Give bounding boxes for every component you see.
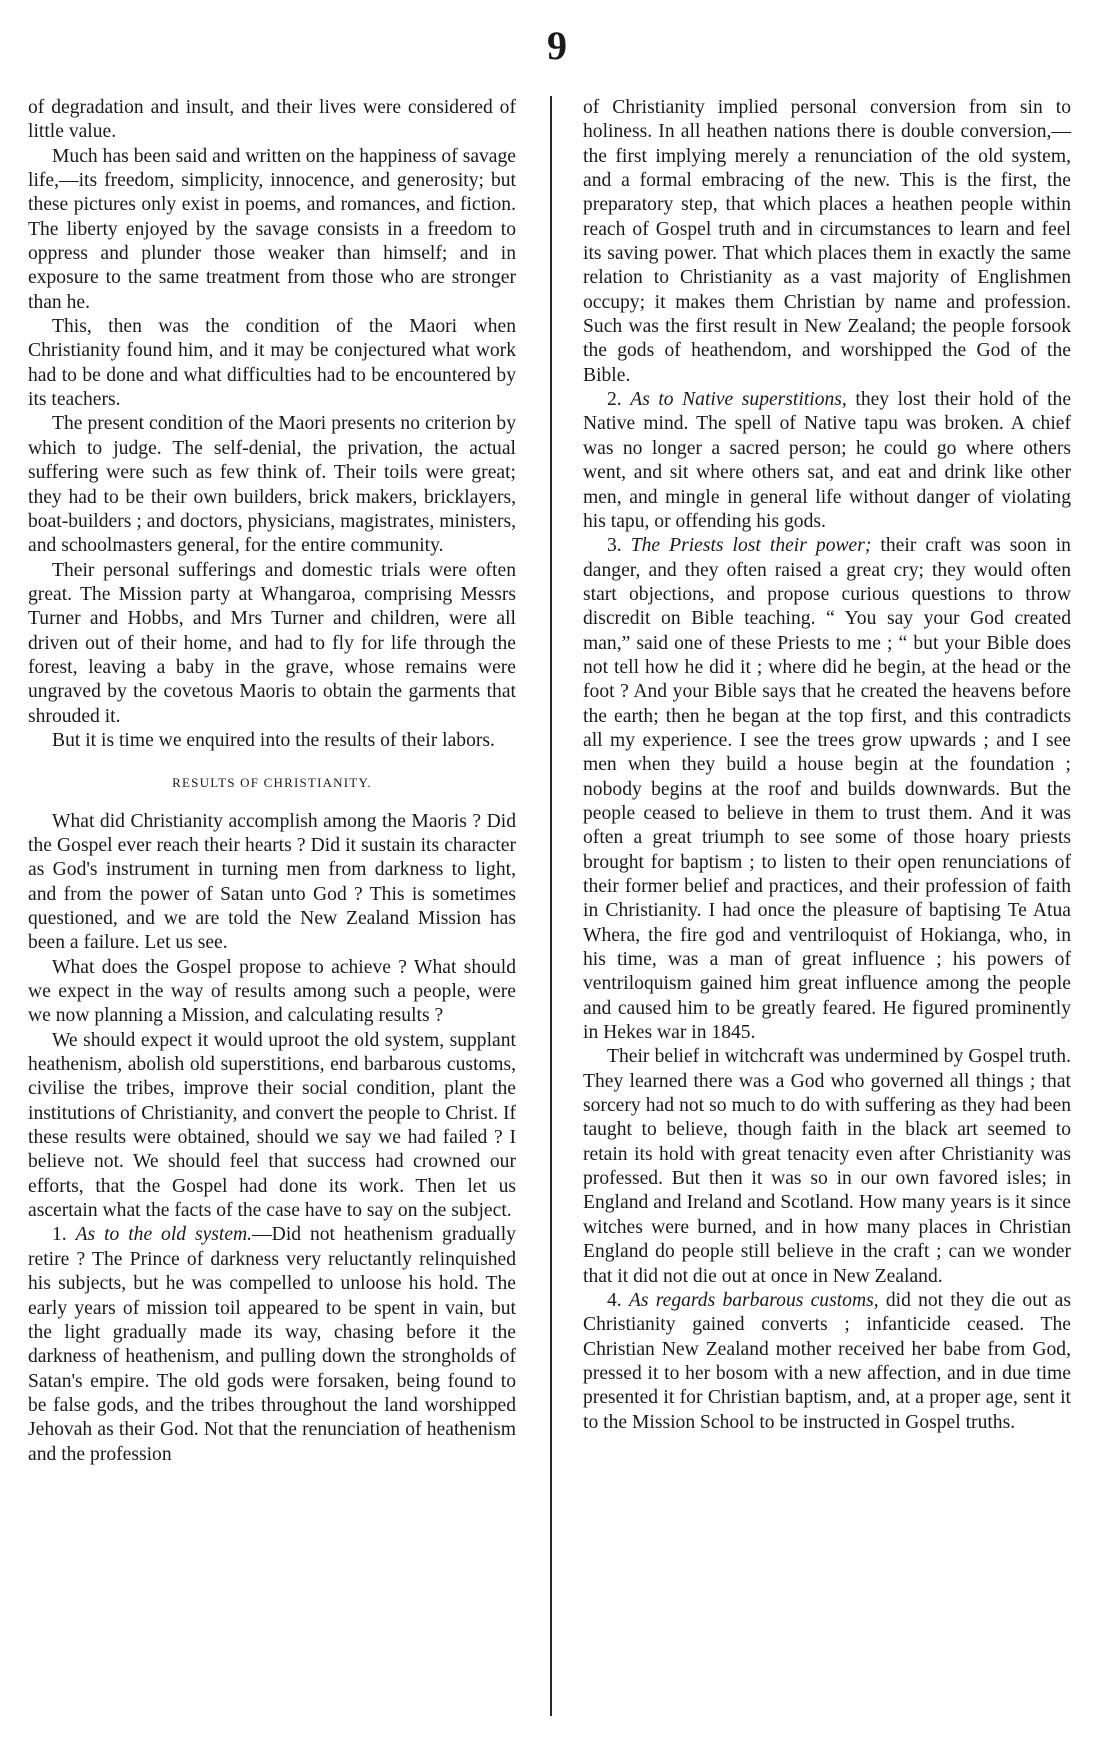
paragraph: Their belief in witchcraft was undermined by Gospel truth. They learned there was a God who governed all things ; that sorcery had not so much to do with suffering as they had been taught to believe, though faith in the black art seemed to retain its hold with great tenacity even after Christianity was professed. But then it was so in our own favored isles; in England and Ireland and Scotland. How many years is it since witches were burned, and in how many places in Christian England do people still believe in the craft ; can we wonder that it did not die out at once in New Zealand. <box>583 1046 1071 1287</box>
paragraph: Much has been said and written on the happiness of savage life,—its freedom, simplicity, innocence, and generosity; but these pictures only exist in poems, and romances, and fiction. The liberty enjoyed by the savage consists in a freedom to oppress and plunder those weaker than himself; and in exposure to the same treatment from those who are stronger than he. <box>28 145 516 313</box>
paragraph: We should expect it would uproot the old system, supplant heathenism, abolish old superstitions, end barbarous customs, civilise the tribes, improve their social condition, plant the institutions of Christianity, and convert the people to Christ. If these results were obtained, should we say we had failed ? I believe not. We should feel that success had crowned our efforts, that the Gospel had done its work. Then let us ascertain what the facts of the case have to say on the subject. <box>28 1029 516 1222</box>
item-heading: As to the old system. <box>75 1224 253 1246</box>
right-column <box>583 96 1071 1435</box>
paragraph <box>583 534 1071 1045</box>
paragraph <box>28 1223 516 1466</box>
section-heading: RESULTS OF CHRISTIANITY. <box>172 775 372 791</box>
column-divider <box>550 96 552 1716</box>
item-text: —Did not heathenism gradually retire ? The Prince of darkness very reluctantly relinquished his subjects, but he was compelled to unloose his hold. The early years of mission toil appeared to be spent in vain, but the light gradually made its way, chasing before it the darkness of heathenism, and pulling down the strongholds of Satan's empire. The old gods were forsaken, being found to be false gods, and the tribes throughout the land worshipped Jehovah as their God. Not that the renunciation of heathenism and the profession <box>28 1224 516 1465</box>
item-number: 2. <box>607 389 622 411</box>
paragraph: The present condition of the Maori presents no criterion by which to judge. The self-denial, the privation, the actual suffering were such as few think of. Their toils were great; they had to be their own builders, brick makers, bricklayers, boat-builders ; and doctors, physicians, magistrates, ministers, and schoolmasters general, for the entire community. <box>28 413 516 557</box>
left-column <box>28 96 516 1467</box>
item-heading: The Priests lost their power; <box>630 535 872 557</box>
item-number: 4. <box>607 1289 622 1311</box>
paragraph: of Christianity implied personal conversion from sin to holiness. In all heathen nations there is double conversion,—the first implying merely a renunciation of the old system, and a formal embracing of the new. This is the first, the preparatory step, that which places a heathen people within reach of Gospel truth and in circumstances to learn and feel its saving power. That which places them in exactly the same relation to Christianity as a vast majority of Englishmen occupy; it makes them Christian by name and profession. Such was the first result in New Zealand; the people forsook the gods of heathendom, and worshipped the God of the Bible. <box>583 97 1071 386</box>
paragraph: of degradation and insult, and their lives were considered of little value. <box>28 97 516 143</box>
paragraph: But it is time we enquired into the results of their labors. <box>52 729 495 751</box>
paragraph <box>583 388 1071 534</box>
paragraph: What did Christianity accomplish among the Maoris ? Did the Gospel ever reach their hearts ? Did it sustain its character as God's instrument in turning men from darkness to light, and from the power of Satan unto God ? This is sometimes questioned, and we are told the New Zealand Mission has been a failure. Let us see. <box>28 810 516 954</box>
paragraph: Their personal sufferings and domestic trials were often great. The Mission party at Whangaroa, comprising Messrs Turner and Hobbs, and Mrs Turner and children, were all driven out of their home, and had to fly for life through the forest, leaving a baby in the grave, whose remains were ungraved by the covetous Maoris to obtain the garments that shrouded it. <box>28 559 516 727</box>
item-heading: As to Native superstitions, <box>630 389 847 411</box>
item-text: did not they die out as Christianity gained converts ; infanticide ceased. The Christian New Zealand mother received her babe from God, pressed it to her bosom with a new affection, and in due time presented it for Christian baptism, and, at a proper age, sent it to the Mission School to be instructed in Gospel truths. <box>583 1289 1071 1433</box>
page-number: 9 <box>547 23 567 68</box>
paragraph: What does the Gospel propose to achieve ? What should we expect in the way of results among such a people, were we now planning a Mission, and calculating results ? <box>28 956 516 1027</box>
item-heading: As regards barbarous customs, <box>628 1289 879 1311</box>
item-text: they lost their hold of the Native mind. The spell of Native tapu was broken. A chief was no longer a sacred person; he could go where others went, and sit where others sat, and eat and drink like other men, and mingle in general life without danger of violating his tapu, or offending his gods. <box>583 389 1072 532</box>
paragraph <box>583 1289 1071 1435</box>
item-text: their craft was soon in danger, and they often raised a great cry; they would often start objections, and propose curious questions to throw discredit on Bible teaching. “ You say your God created man,” said one of these Priests to me ; “ but your Bible does not tell how he did it ; where did he begin, at the head or the foot ? And your Bible says that he created the heavens before the earth; then he began at the top first, and this contradicts all my experience. I see the trees grow upwards ; and I see men when they build a house begin at the foundation ; nobody begins at the roof and builds downwards. But the people ceased to believe in them to trust them. And it was often a great triumph to see some of those hoary priests brought for baptism ; to listen to their open renunciations of their former belief and practices, and their profession of faith in Christianity. I had once the pleasure of baptising Te Atua Whera, the fire god and ventriloquist of Hokianga, who, in his time, was a man of great influence ; his powers of ventriloquism gained him great influence among the people and caused him to be greatly feared. He figured prominently in Hekes war in 1845. <box>583 535 1071 1044</box>
item-number: 1. <box>52 1224 67 1246</box>
paragraph: This, then was the condition of the Maori when Christianity found him, and it may be conjectured what work had to be done and what difficulties had to be encountered by its teachers. <box>28 316 516 411</box>
item-number: 3. <box>607 535 622 557</box>
